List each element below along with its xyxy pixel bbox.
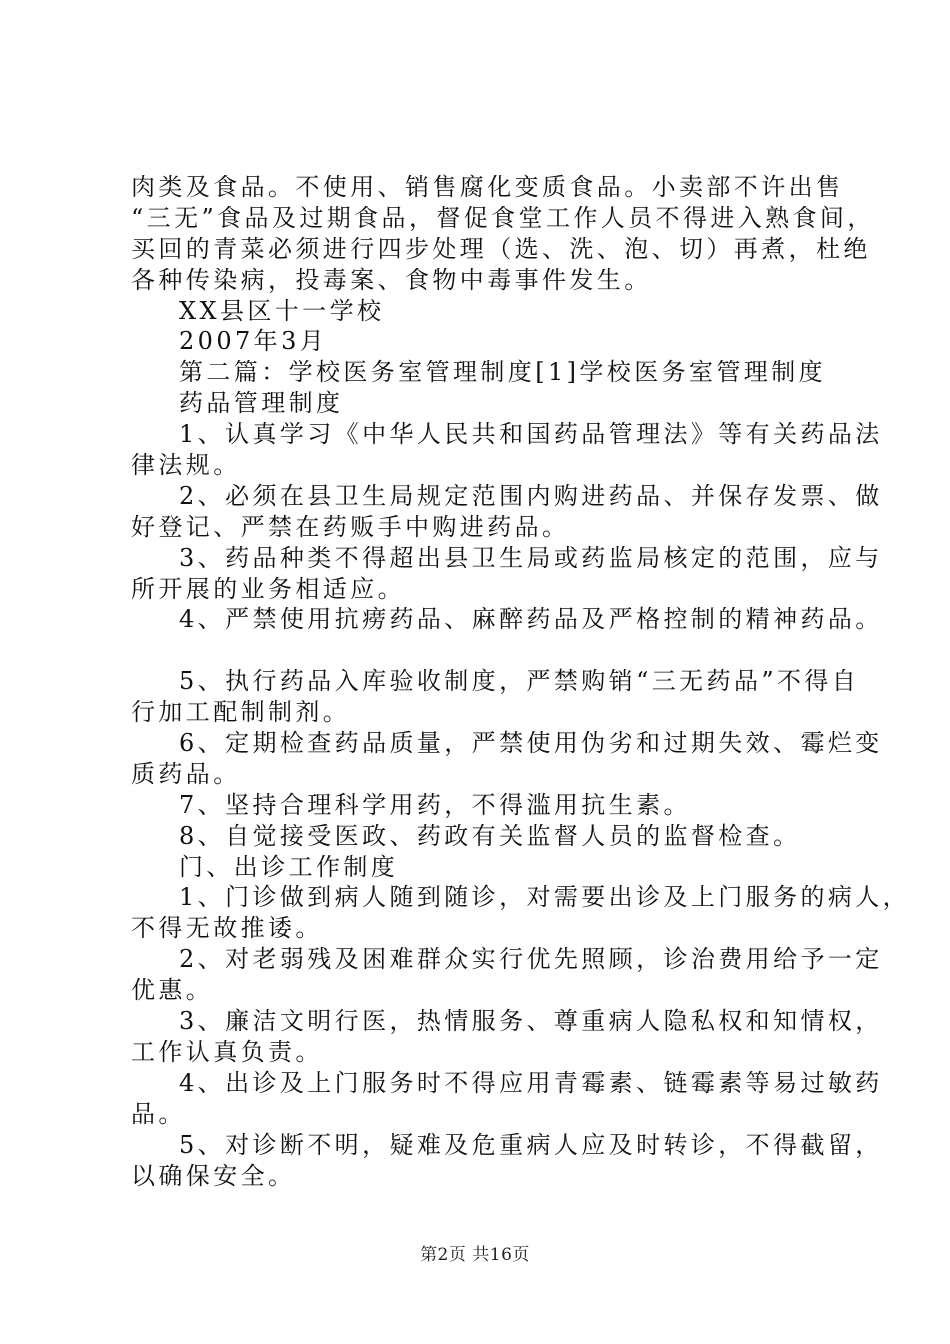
text-line: 质药品。 xyxy=(131,759,241,788)
page-number-footer: 第2页 共16页 xyxy=(420,1245,530,1265)
text-line: 5、执行药品入库验收制度，严禁购销“三无药品”不得自 xyxy=(179,667,860,696)
text-line: 优惠。 xyxy=(131,976,214,1005)
document-body xyxy=(131,172,911,1191)
text-line: 4、严禁使用抗痨药品、麻醉药品及严格控制的精神药品。 xyxy=(179,605,883,634)
text-line: 所开展的业务相适应。 xyxy=(131,574,405,603)
text-line: 5、对诊断不明，疑难及危重病人应及时转诊，不得截留， xyxy=(179,1130,883,1159)
section-heading: 门、出诊工作制度 xyxy=(179,852,399,881)
text-line: 2、对老弱残及困难群众实行优先照顾，诊治费用给予一定 xyxy=(179,945,883,974)
text-line: 以确保安全。 xyxy=(131,1161,296,1190)
text-line: 7、坚持合理科学用药，不得滥用抗生素。 xyxy=(179,790,691,819)
text-line: 律法规。 xyxy=(131,451,241,480)
section-heading: 药品管理制度 xyxy=(179,389,344,418)
blank-line xyxy=(131,635,836,666)
text-line: 8、自觉接受医政、药政有关监督人员的监督检查。 xyxy=(179,821,801,850)
text-line: 6、定期检查药品质量，严禁使用伪劣和过期失效、霉烂变 xyxy=(179,729,883,758)
text-line: 买回的青菜必须进行四步处理（选、洗、泡、切）再煮，杜绝 xyxy=(131,234,871,263)
text-line: 1、门诊做到病人随到随诊，对需要出诊及上门服务的病人， xyxy=(179,883,911,912)
text-line: 品。 xyxy=(131,1099,186,1128)
text-line: 行加工配制制剂。 xyxy=(131,698,351,727)
text-line: 3、药品种类不得超出县卫生局或药监局核定的范围，应与 xyxy=(179,543,883,572)
school-name: XX县区十一学校 xyxy=(179,296,385,325)
text-line: “三无”食品及过期食品，督促食堂工作人员不得进入熟食间， xyxy=(131,203,875,232)
text-line: 1、认真学习《中华人民共和国药品管理法》等有关药品法 xyxy=(179,420,883,449)
text-line: 工作认真负责。 xyxy=(131,1037,323,1066)
document-date: 2007年3月 xyxy=(179,327,328,356)
text-line: 肉类及食品。不使用、销售腐化变质食品。小卖部不许出售 xyxy=(131,173,844,201)
text-line: 各种传染病，投毒案、食物中毒事件发生。 xyxy=(131,265,652,294)
text-line: 不得无故推诿。 xyxy=(131,914,323,943)
chapter-heading: 第二篇：学校医务室管理制度[1]学校医务室管理制度 xyxy=(179,358,826,387)
text-line: 2、必须在县卫生局规定范围内购进药品、并保存发票、做 xyxy=(179,481,883,510)
text-line: 3、廉洁文明行医，热情服务、尊重病人隐私权和知情权， xyxy=(179,1007,883,1036)
text-line: 4、出诊及上门服务时不得应用青霉素、链霉素等易过敏药 xyxy=(179,1068,883,1097)
text-line: 好登记、严禁在药贩手中购进药品。 xyxy=(131,512,570,541)
